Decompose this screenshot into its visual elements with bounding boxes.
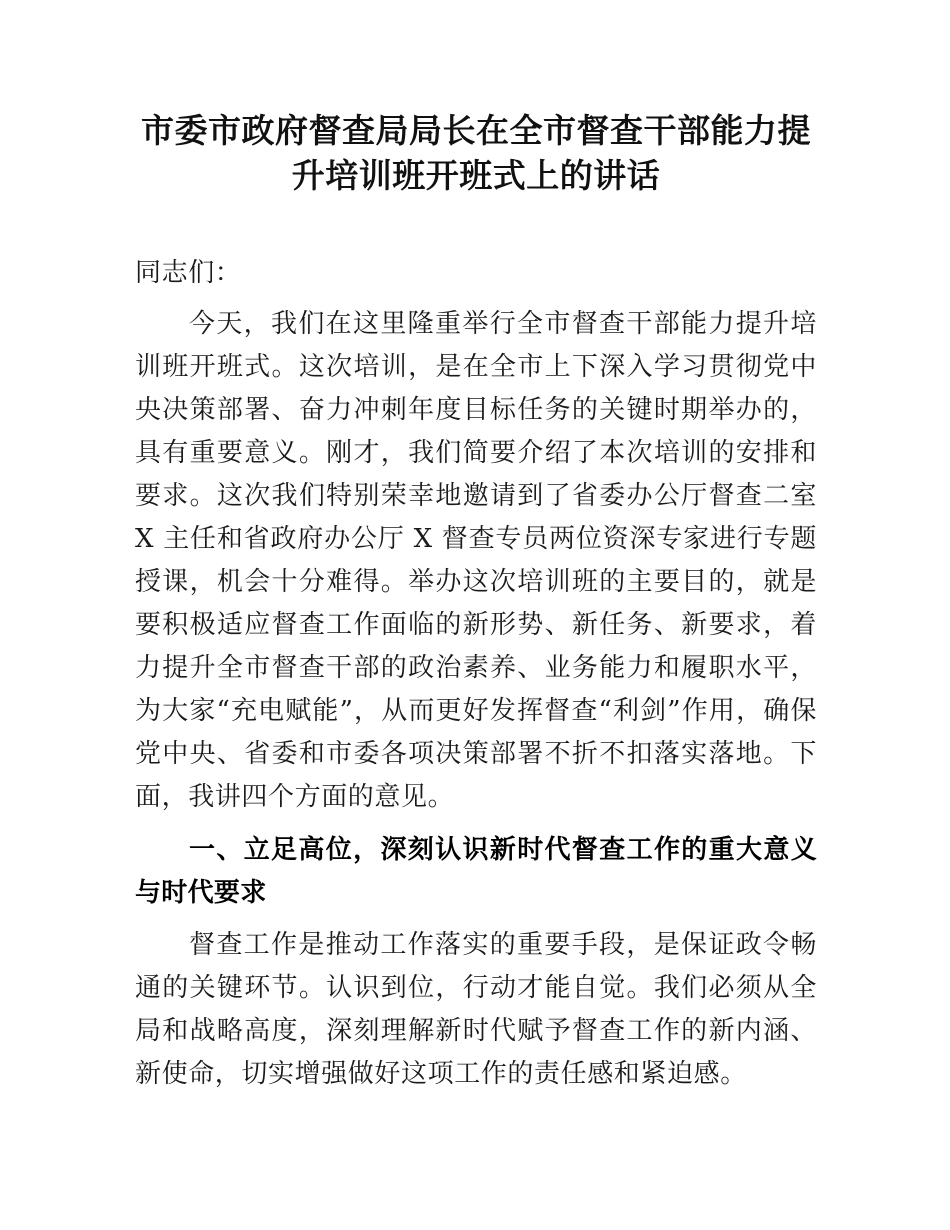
heading-spacer	[135, 915, 817, 924]
page-title: 市委市政府督查局局长在全市督查干部能力提升培训班开班式上的讲话	[141, 111, 811, 195]
salutation: 同志们：	[135, 258, 242, 288]
paragraph-section-one-body: 督查工作是推动工作落实的重要手段，是保证政令畅通的关键环节。认识到位，行动才能自觉。我们必须从全局和战略高度，深刻理解新时代赋予督查工作的新内涵、新使命，切实增强做好这项工作的责任感和紧迫感。	[135, 930, 817, 1089]
section-heading-one: 一、立足高位，深刻认识新时代督查工作的重大意义与时代要求	[135, 835, 817, 908]
paragraph-opening: 今天，我们在这里隆重举行全市督查干部能力提升培训班开班式。这次培训，是在全市上下深入学习贯彻党中央决策部署、奋力冲刺年度目标任务的关键时期举办的，具有重要意义。刚才，我们简要介绍了本次培训的安排和要求。这次我们特别荣幸地邀请到了省委办公厅督查二室 X 主任和省政府办公厅 X 督查专员两位资深专家进行专题授课，机会十分难得。举办这次培训班的主要目的，就是要积极适应督查工作面临的新形势、新任务、新要求，着力提升全市督查干部的政治素养、业务能力和履职水平，为大家“充电赋能”，从而更好发挥督查“利剑”作用，确保党中央、省委和市委各项决策部署不折不扣落实落地。下面，我讲四个方面的意见。	[135, 309, 817, 812]
document-content	[135, 0, 817, 1096]
